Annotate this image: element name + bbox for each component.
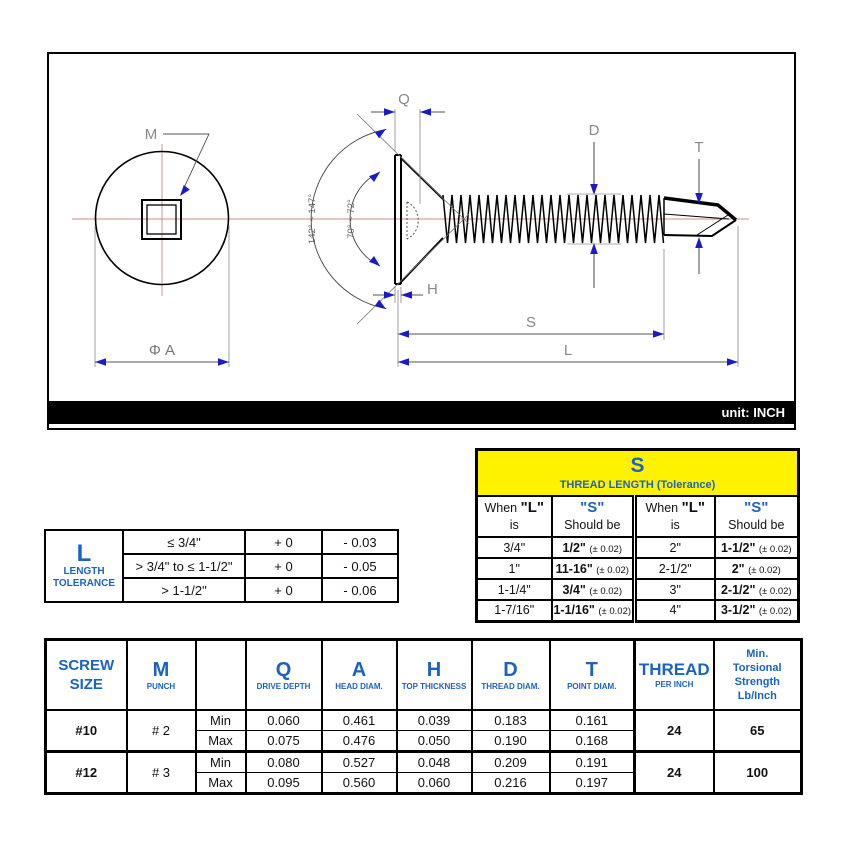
cell-minus: - 0.03 (322, 530, 398, 554)
cell-h: 0.048 (397, 752, 472, 773)
cell-condition: > 1-1/2" (123, 578, 245, 602)
cell-l: 3" (635, 579, 715, 600)
dim-arrow (420, 108, 431, 116)
label-t: T (694, 139, 704, 156)
cell-minus: - 0.06 (322, 578, 398, 602)
cell-punch: # 3 (127, 752, 196, 794)
screw-spec-table (44, 638, 803, 795)
cell-strength: 100 (714, 752, 802, 794)
cell-q: 0.060 (246, 710, 322, 731)
dim-arrow (653, 330, 664, 338)
cell-minmax: Min (196, 710, 246, 731)
unit-bar (49, 401, 794, 424)
dim-arrow (695, 237, 703, 248)
table-column-header-row (477, 496, 799, 537)
cell-h: 0.060 (397, 773, 472, 794)
cell-s: 2" (± 0.02) (715, 558, 799, 579)
dim-arrow (398, 358, 409, 366)
dim-t (694, 139, 703, 274)
cell-a: 0.560 (322, 773, 397, 794)
threads (443, 195, 664, 243)
cell-d: 0.183 (472, 710, 550, 731)
label-h: H (427, 281, 438, 298)
s-title: S (630, 454, 645, 477)
thread-length-table (475, 448, 800, 623)
dim-arrow (375, 300, 388, 313)
cell-size: #10 (46, 710, 127, 752)
cell-a: 0.476 (322, 731, 397, 752)
cell-s: 2-1/2" (± 0.02) (715, 579, 799, 600)
dim-l (398, 226, 738, 367)
drawing-canvas (49, 54, 794, 424)
cell-thread: 24 (635, 752, 714, 794)
cell-s: 1-1/2" (± 0.02) (715, 537, 799, 558)
dim-arrow (369, 169, 382, 182)
cell-d: 0.190 (472, 731, 550, 752)
col-t-point-diam: T POINT DIAM. (550, 640, 635, 711)
cell-l: 3/4" (477, 537, 552, 558)
cell-s: 3/4" (± 0.02) (552, 579, 635, 600)
dim-arrow (375, 126, 388, 139)
cell-punch: # 2 (127, 710, 196, 752)
cell-l: 2" (635, 537, 715, 558)
cell-h: 0.039 (397, 710, 472, 731)
table-header-row (46, 640, 802, 711)
label-angle-inner: 70° ~ 72° (346, 199, 357, 239)
dim-h (373, 281, 438, 303)
col-d-thread-diam: D THREAD DIAM. (472, 640, 550, 711)
cell-l: 1-1/4" (477, 579, 552, 600)
col-q-drive-depth: Q DRIVE DEPTH (246, 640, 322, 711)
cell-l: 1" (477, 558, 552, 579)
dim-arrow (177, 185, 190, 198)
dim-q (371, 91, 445, 204)
cell-q: 0.080 (246, 752, 322, 773)
col-a-head-diam: A HEAD DIAM. (322, 640, 397, 711)
s-subtitle: THREAD LENGTH (Tolerance) (559, 479, 716, 491)
dim-arrow (384, 108, 395, 116)
square-drive-inner (147, 205, 176, 234)
cell-d: 0.209 (472, 752, 550, 773)
table-row (46, 752, 802, 773)
dim-arrow (218, 358, 229, 366)
l-title: L (76, 540, 92, 567)
cell-d: 0.216 (472, 773, 550, 794)
length-tolerance-title-cell: L LENGTH TOLERANCE (45, 530, 123, 602)
dim-arrow (590, 243, 598, 254)
table-row (477, 600, 799, 621)
square-drive-outer (142, 200, 181, 239)
table-header-row (477, 450, 799, 497)
dim-arrow (369, 256, 382, 269)
cell-a: 0.461 (322, 710, 397, 731)
dim-arrow (590, 184, 598, 195)
dim-arrow (727, 358, 738, 366)
cell-size: #12 (46, 752, 127, 794)
col-s-should-be: "S" Should be (715, 496, 799, 537)
cell-condition: ≤ 3/4" (123, 530, 245, 554)
cell-s: 1-1/16" (± 0.02) (552, 600, 635, 621)
cell-minmax: Max (196, 773, 246, 794)
cell-t: 0.168 (550, 731, 635, 752)
table-row (477, 579, 799, 600)
col-h-top-thickness: H TOP THICKNESS (397, 640, 472, 711)
col-when-l: When "L" is (635, 496, 715, 537)
col-thread-per-inch: THREAD PER INCH (635, 640, 714, 711)
cell-strength: 65 (714, 710, 802, 752)
cell-t: 0.197 (550, 773, 635, 794)
label-angle-outer: 142° ~ 147° (307, 193, 318, 245)
col-torsional-strength: Min. Torsional Strength Lb/Inch (714, 640, 802, 711)
label-phi-a: Φ A (148, 342, 176, 359)
cell-thread: 24 (635, 710, 714, 752)
cell-l: 2-1/2" (635, 558, 715, 579)
dim-arrow (398, 330, 409, 338)
dim-arrow (401, 291, 412, 299)
table-row (45, 530, 398, 554)
cell-q: 0.075 (246, 731, 322, 752)
col-screw-size: SCREW SIZE (46, 640, 127, 711)
col-min-max (196, 640, 246, 711)
drive-socket-hidden (407, 202, 418, 239)
cell-a: 0.527 (322, 752, 397, 773)
dim-s (398, 249, 664, 367)
cell-t: 0.161 (550, 710, 635, 731)
cell-minmax: Max (196, 731, 246, 752)
cell-plus: + 0 (245, 578, 322, 602)
cell-t: 0.191 (550, 752, 635, 773)
cell-condition: > 3/4" to ≤ 1-1/2" (123, 554, 245, 578)
table-row (477, 537, 799, 558)
dim-arrow (95, 358, 106, 366)
label-l: L (563, 342, 573, 359)
cell-minmax: Min (196, 752, 246, 773)
table-row (477, 558, 799, 579)
thread-length-title-cell (477, 450, 799, 497)
cell-minus: - 0.05 (322, 554, 398, 578)
col-when-l: When "L" is (477, 496, 552, 537)
cell-s: 1/2" (± 0.02) (552, 537, 635, 558)
cell-l: 4" (635, 600, 715, 621)
cell-plus: + 0 (245, 530, 322, 554)
col-s-should-be: "S" Should be (552, 496, 635, 537)
cell-s: 3-1/2" (± 0.02) (715, 600, 799, 621)
cell-h: 0.050 (397, 731, 472, 752)
cell-l: 1-7/16" (477, 600, 552, 621)
label-m: M (144, 126, 158, 143)
cell-plus: + 0 (245, 554, 322, 578)
technical-drawing (47, 52, 796, 430)
label-s: S (525, 314, 537, 331)
label-d: D (588, 122, 600, 139)
cell-q: 0.095 (246, 773, 322, 794)
col-m-punch: M PUNCH (127, 640, 196, 711)
unit-label: unit: INCH (721, 405, 785, 420)
label-q: Q (398, 91, 410, 108)
length-tolerance-table (44, 529, 399, 603)
drill-point (664, 198, 736, 236)
table-row (46, 710, 802, 731)
cell-s: 11-16" (± 0.02) (552, 558, 635, 579)
